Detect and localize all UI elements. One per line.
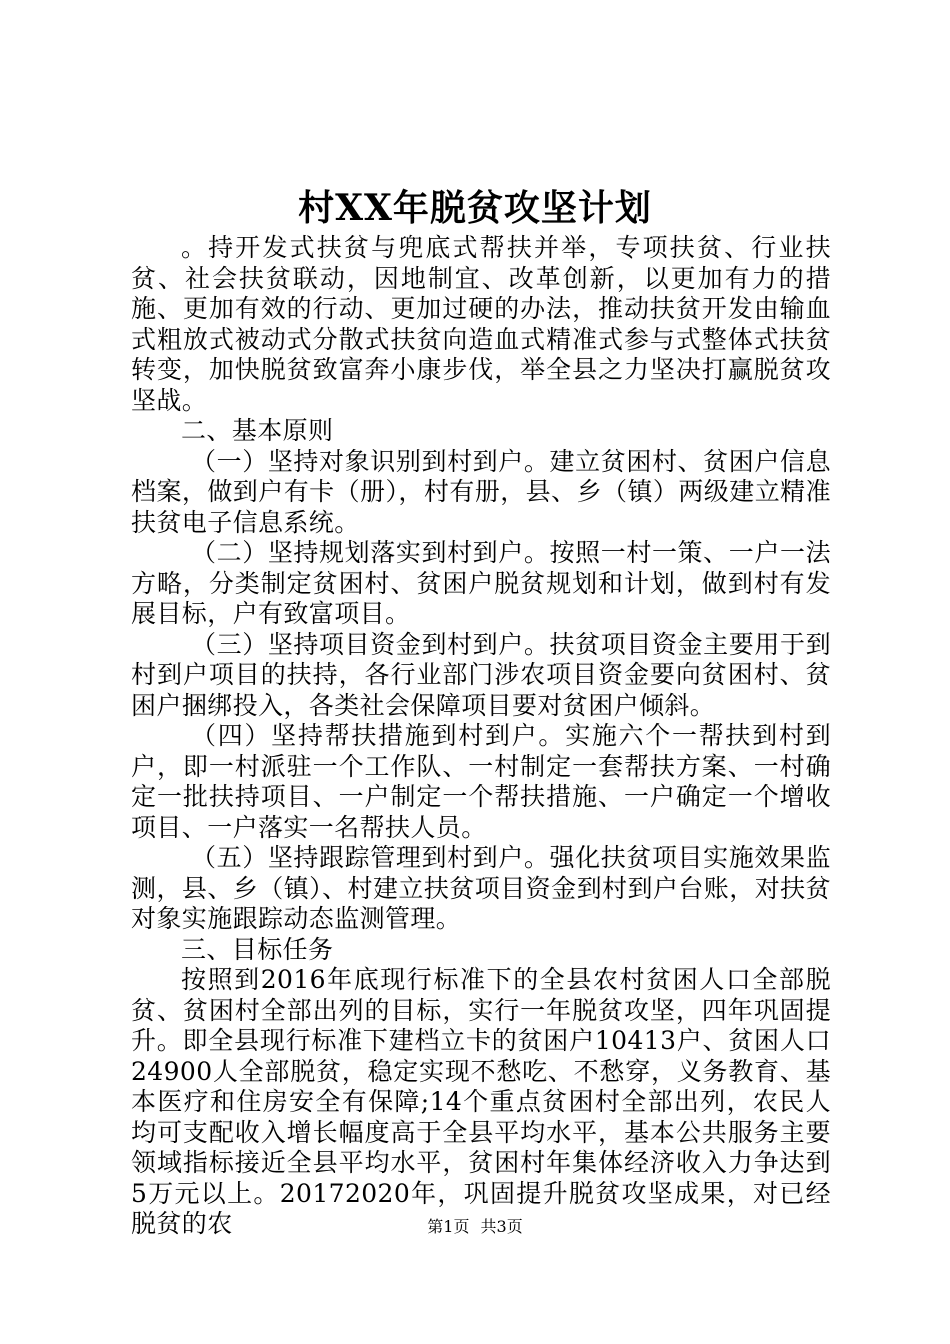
principle-item-5: （五）坚持跟踪管理到村到户。强化扶贫项目实施效果监测，县、乡（镇）、村建立扶贫项目资金到村到户台账，对扶贫对象实施跟踪动态监测管理。 bbox=[131, 843, 831, 933]
principle-item-1: （一）坚持对象识别到村到户。建立贫困村、贫困户信息档案，做到户有卡（册），村有册，县、乡（镇）两级建立精准扶贫电子信息系统。 bbox=[131, 446, 831, 537]
page-total: 共3页 bbox=[480, 1217, 523, 1236]
document-title: 村XX年脱贫攻坚计划 bbox=[298, 187, 652, 229]
page-footer bbox=[0, 1216, 950, 1238]
page-number: 第1页 bbox=[427, 1217, 470, 1236]
document-body bbox=[131, 233, 831, 1240]
principle-item-2: （二）坚持规划落实到村到户。按照一村一策、一户一法方略，分类制定贫困村、贫困户脱贫规划和计划，做到村有发展目标，户有致富项目。 bbox=[131, 538, 831, 628]
paragraph-intro: 。持开发式扶贫与兜底式帮扶并举，专项扶贫、行业扶贫、社会扶贫联动，因地制宜、改革创新，以更加有力的措施、更加有效的行动、更加过硬的办法，推动扶贫开发由输血式粗放式被动式分散式扶贫向造血式精准式参与式整体式扶贫转变，加快脱贫致富奔小康步伐，举全县之力坚决打赢脱贫攻坚战。 bbox=[131, 233, 831, 415]
section-heading-basic-principles: 二、基本原则 bbox=[181, 416, 334, 445]
paragraph-targets: 按照到2016年底现行标准下的全县农村贫困人口全部脱贫、贫困村全部出列的目标，实行一年脱贫攻坚，四年巩固提升。即全县现行标准下建档立卡的贫困户10413户、贫困人口24900人全部脱贫，稳定实现不愁吃、不愁穿，义务教育、基本医疗和住房安全有保障;14个重点贫困村全部出列，农民人均可支配收入增长幅度高于全县平均水平，基本公共服务主要领域指标接近全县平均水平，贫困村年集体经济收入力争达到5万元以上。20172020年，巩固提升脱贫攻坚成果，对已经脱贫的农 bbox=[131, 965, 831, 1238]
section-heading-targets: 三、目标任务 bbox=[181, 934, 334, 964]
principle-item-3: （三）坚持项目资金到村到户。扶贫项目资金主要用于到村到户项目的扶持，各行业部门涉农项目资金要向贫困村、贫困户捆绑投入，各类社会保障项目要对贫困户倾斜。 bbox=[131, 629, 831, 720]
principle-item-4: （四）坚持帮扶措施到村到户。实施六个一帮扶到村到户，即一村派驻一个工作队、一村制定一套帮扶方案、一村确定一批扶持项目、一户制定一个帮扶措施、一户确定一个增收项目、一户落实一名帮扶人员。 bbox=[131, 721, 831, 842]
